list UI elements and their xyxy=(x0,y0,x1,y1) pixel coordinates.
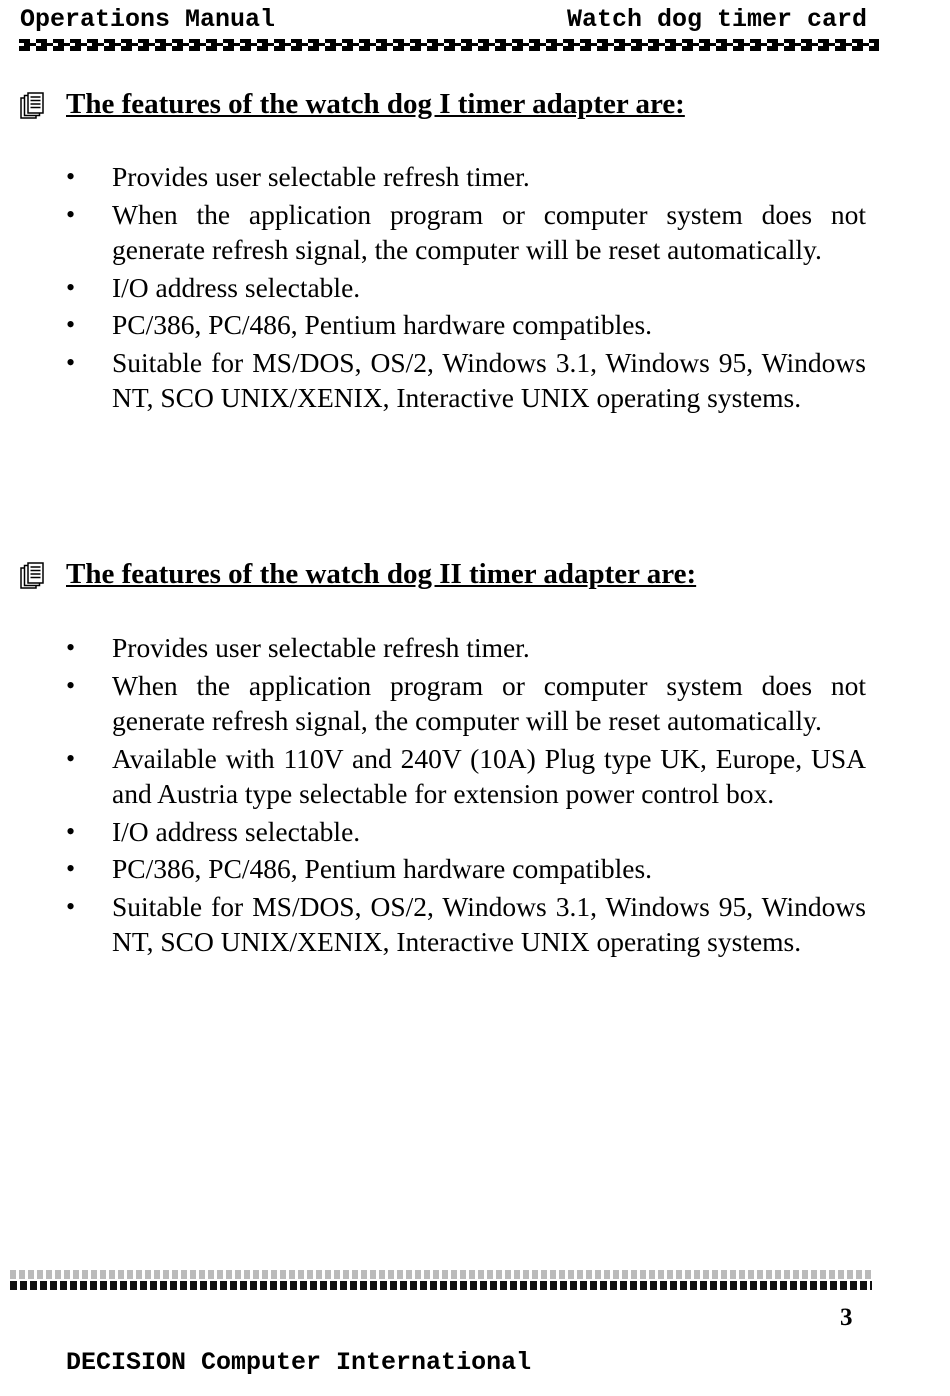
list-item: • PC/386, PC/486, Pentium hardware compatibles. xyxy=(66,307,866,343)
footer-company: DECISION Computer International xyxy=(66,1348,532,1377)
section-title: The features of the watch dog II timer adapter are: xyxy=(66,558,697,590)
document-pages-icon xyxy=(20,92,44,120)
feature-list-1 xyxy=(66,159,866,418)
list-item: • Available with 110V and 240V (10A) Plug type UK, Europe, USA and Austria type selectable for extension power control box. xyxy=(66,741,866,812)
header-product-title: Watch dog timer card xyxy=(566,5,867,34)
list-item: • I/O address selectable. xyxy=(66,814,866,850)
page-header xyxy=(20,5,867,37)
list-item: • PC/386, PC/486, Pentium hardware compatibles. xyxy=(66,851,866,887)
header-manual-title: Operations Manual xyxy=(20,5,276,34)
header-divider xyxy=(19,39,879,51)
list-item: • I/O address selectable. xyxy=(66,270,866,306)
footer-divider xyxy=(10,1270,872,1292)
list-item: • Provides user selectable refresh timer. xyxy=(66,630,866,666)
list-item: • Suitable for MS/DOS, OS/2, Windows 3.1, Windows 95, Windows NT, SCO UNIX/XENIX, Interactive UNIX operating systems. xyxy=(66,889,866,960)
document-pages-icon xyxy=(20,562,44,590)
list-item: • Provides user selectable refresh timer. xyxy=(66,159,866,195)
list-item: • When the application program or computer system does not generate refresh signal, the computer will be reset automatically. xyxy=(66,668,866,739)
section-title: The features of the watch dog I timer adapter are: xyxy=(66,88,685,120)
list-item: • When the application program or computer system does not generate refresh signal, the computer will be reset automatically. xyxy=(66,197,866,268)
list-item: • Suitable for MS/DOS, OS/2, Windows 3.1, Windows 95, Windows NT, SCO UNIX/XENIX, Interactive UNIX operating systems. xyxy=(66,345,866,416)
feature-list-2 xyxy=(66,630,866,962)
page-number: 3 xyxy=(840,1304,853,1331)
